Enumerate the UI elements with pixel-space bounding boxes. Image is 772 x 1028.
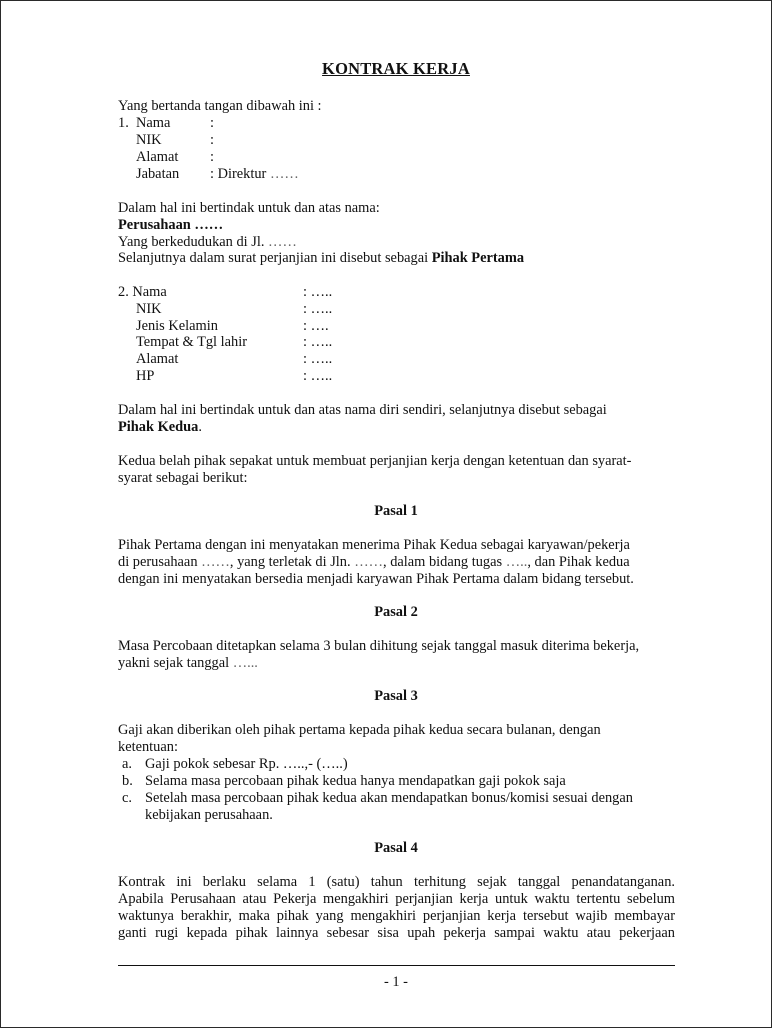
party2-name-label: 2. Nama: [118, 284, 167, 300]
pasal4-line3: waktunya berakhir, maka pihak yang mengakhiri perjanjian kerja tersebut wajib membayar: [118, 908, 675, 924]
company-name: Perusahaan ……: [118, 217, 224, 233]
pasal3-item-c: Setelah masa percobaan pihak kedua akan mendapatkan bonus/komisi sesuai dengan: [145, 790, 633, 806]
first-party-line: Selanjutnya dalam surat perjanjian ini disebut sebagai Pihak Pertama: [118, 250, 525, 266]
acting-second-text: Dalam hal ini bertindak untuk dan atas nama diri sendiri, selanjutnya disebut sebagai: [118, 402, 607, 418]
pasal3-item-a-marker: a.: [122, 756, 132, 772]
party1-alamat-colon: :: [210, 149, 214, 165]
party2-gender-label: Jenis Kelamin: [136, 318, 218, 334]
party2-alamat-label: Alamat: [136, 351, 179, 367]
pasal3-line1: Gaji akan diberikan oleh pihak pertama kepada pihak kedua secara bulanan, dengan: [118, 722, 601, 738]
pasal3-line2: ketentuan:: [118, 739, 178, 755]
second-party-line: Pihak Kedua.: [118, 419, 202, 435]
pasal3-heading: Pasal 3: [374, 688, 418, 704]
party2-nik-value: : …..: [303, 301, 333, 317]
pasal1-line2: di perusahaan ……, yang terletak di Jln. ……, dalam bidang tugas ….., dan Pihak kedua: [118, 554, 630, 570]
pasal1-line3: dengan ini menyatakan bersedia menjadi karyawan Pihak Pertama dalam bidang tersebut.: [118, 571, 634, 587]
pasal4-line2: Apabila Perusahaan atau Pekerja mengakhiri perjanjian kerja untuk waktu tertentu sebelum: [118, 891, 675, 907]
intro-text: Yang bertanda tangan dibawah ini :: [118, 98, 322, 114]
party2-name-value: : …..: [303, 284, 333, 300]
party1-name-label: Nama: [136, 115, 171, 131]
party1-nik-colon: :: [210, 132, 214, 148]
pasal3-item-c-marker: c.: [122, 790, 132, 806]
pasal1-line1: Pihak Pertama dengan ini menyatakan menerima Pihak Kedua sebagai karyawan/pekerja: [118, 537, 630, 553]
party2-nik-label: NIK: [136, 301, 162, 317]
pasal2-line2: yakni sejak tanggal …...: [118, 655, 258, 671]
party2-birth-value: : …..: [303, 334, 333, 350]
party2-gender-value: : ….: [303, 318, 329, 334]
pasal4-heading: Pasal 4: [374, 840, 418, 856]
party2-hp-label: HP: [136, 368, 155, 384]
party2-alamat-value: : …..: [303, 351, 333, 367]
document-title: KONTRAK KERJA: [322, 59, 470, 78]
pasal3-item-a: Gaji pokok sebesar Rp. …..,- (…..): [145, 756, 348, 772]
agreement-text-2: syarat sebagai berikut:: [118, 470, 248, 486]
pasal4-line4: ganti rugi kepada pihak lainnya sebesar sisa upah pekerja sampai waktu atau pekerjaan: [118, 925, 675, 941]
party1-alamat-label: Alamat: [136, 149, 179, 165]
page-number: - 1 -: [384, 974, 408, 990]
party1-number: 1.: [118, 115, 129, 131]
pasal1-heading: Pasal 1: [374, 503, 418, 519]
party1-name-colon: :: [210, 115, 214, 131]
pasal4-line1: Kontrak ini berlaku selama 1 (satu) tahun terhitung sejak tanggal penandatanganan.: [118, 874, 675, 890]
pasal2-heading: Pasal 2: [374, 604, 418, 620]
acting-first-text: Dalam hal ini bertindak untuk dan atas nama:: [118, 200, 380, 216]
party1-jabatan-value: : Direktur ……: [210, 166, 299, 182]
agreement-text: Kedua belah pihak sepakat untuk membuat perjanjian kerja dengan ketentuan dan syarat-: [118, 453, 632, 469]
pasal3-item-c-cont: kebijakan perusahaan.: [145, 807, 273, 823]
party1-jabatan-label: Jabatan: [136, 166, 180, 182]
party1-nik-label: NIK: [136, 132, 162, 148]
party2-birth-label: Tempat & Tgl lahir: [136, 334, 248, 350]
pasal2-line1: Masa Percobaan ditetapkan selama 3 bulan dihitung sejak tanggal masuk diterima bekerja,: [118, 638, 640, 654]
pasal3-item-b: Selama masa percobaan pihak kedua hanya mendapatkan gaji pokok saja: [145, 773, 566, 789]
domicile-text: Yang berkedudukan di Jl. ……: [118, 234, 297, 250]
footer-divider: [118, 965, 675, 966]
party2-hp-value: : …..: [303, 368, 333, 384]
pasal3-item-b-marker: b.: [122, 773, 133, 789]
